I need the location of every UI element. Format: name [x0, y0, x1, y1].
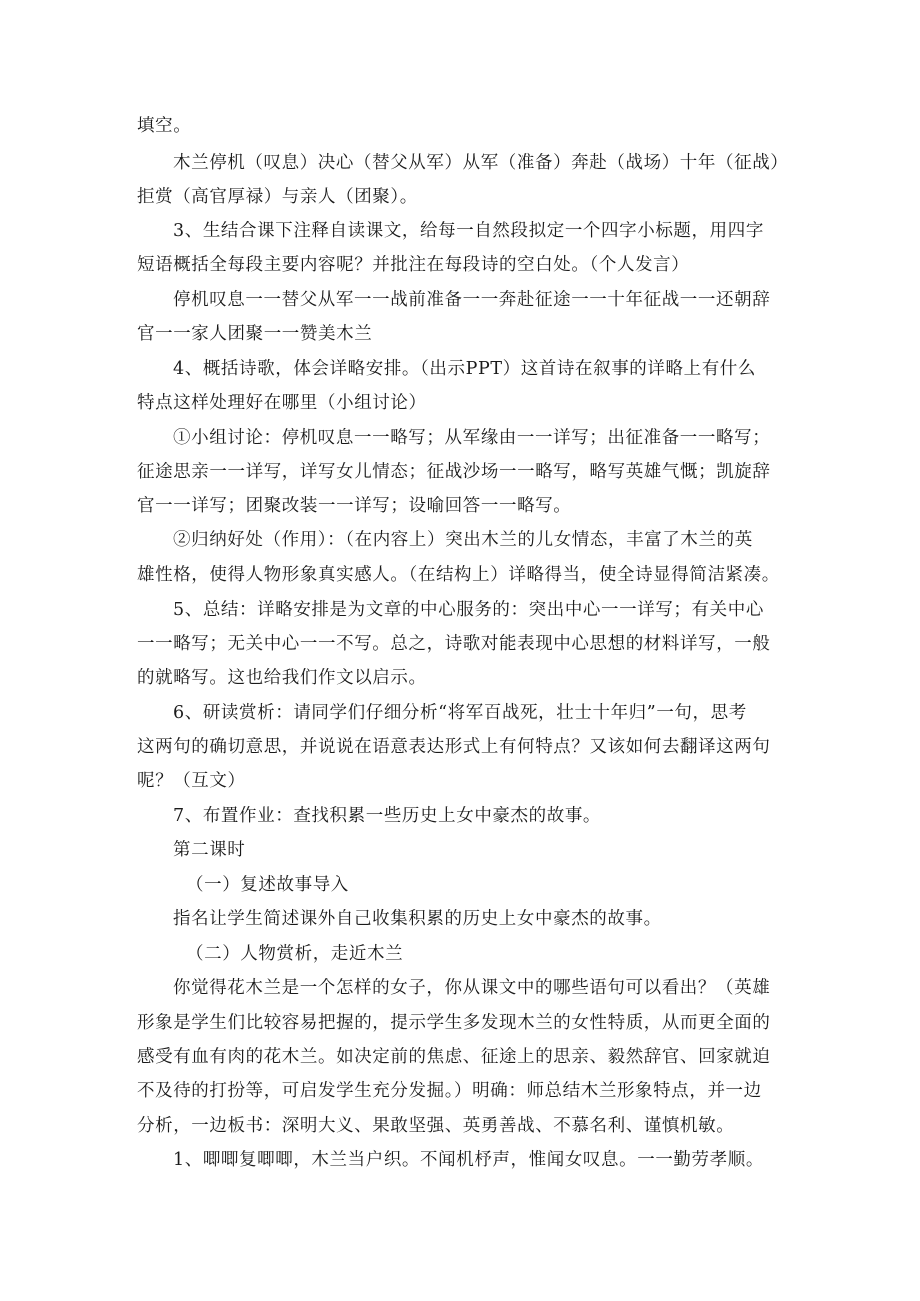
- text-line: 短语概括全每段主要内容呢？并批注在每段诗的空白处。（个人发言）: [137, 255, 690, 275]
- text-line: 不及待的打扮等，可启发学生充分发掘。）明确：师总结木兰形象特点，并一边: [137, 1081, 762, 1101]
- text-line: 形象是学生们比较容易把握的，提示学生多发现木兰的女性特质，从而更全面的: [137, 1013, 771, 1033]
- text-line: ①小组讨论：停机叹息一一略写；从军缘由一一详写；出征准备一一略写；: [173, 428, 771, 448]
- text-line: 雄性格，使得人物形象真实感人。（在结构上）详略得当，使全诗显得简洁紧凑。: [137, 565, 780, 585]
- sub-heading: （二）人物赏析，走近木兰: [186, 944, 404, 964]
- text-line: 1、唧唧复唧唧，木兰当户织。不闻机杼声，惟闻女叹息。一一勤劳孝顺。: [173, 1150, 764, 1170]
- text-line: ②归纳好处（作用）：（在内容上）突出木兰的儿女情态，丰富了木兰的英: [173, 530, 753, 550]
- text-line: 这两句的确切意思，并说说在语意表达形式上有何特点？又该如何去翻译这两句: [137, 737, 771, 757]
- text-line: 特点这样处理好在哪里（小组讨论）: [137, 393, 427, 413]
- text-line: 感受有血有肉的花木兰。如决定前的焦虑、征途上的思亲、毅然辞官、回家就迫: [137, 1047, 771, 1067]
- sub-heading: （一）复述故事导入: [186, 875, 349, 895]
- text-line: 填空。: [137, 116, 192, 136]
- text-line: 7、布置作业：查找积累一些历史上女中豪杰的故事。: [173, 806, 602, 826]
- text-line: 停机叹息一一替父从军一一战前准备一一奔赴征途一一十年征战一一还朝辞: [173, 290, 771, 310]
- text-line: 4、概括诗歌，体会详略安排。（出示PPT）这首诗在叙事的详略上有什么: [173, 359, 757, 379]
- text-line: 木兰停机（叹息）决心（替父从军）从军（准备）奔赴（战场）十年（征战）: [173, 153, 789, 173]
- text-line: 呢？（互文）: [137, 771, 246, 791]
- text-line: 指名让学生简述课外自己收集积累的历史上女中豪杰的故事。: [173, 909, 662, 929]
- text-line: 6、研读赏析：请同学们仔细分析“将军百战死，壮士十年归”一句，思考: [173, 703, 747, 723]
- section-heading: 第二课时: [173, 840, 246, 860]
- text-line: 你觉得花木兰是一个怎样的女子，你从课文中的哪些语句可以看出？（英雄: [173, 978, 771, 998]
- text-line: 官一一详写；团聚改装一一详写；设喻回答一一略写。: [137, 496, 572, 516]
- text-line: 官一一家人团聚一一赞美木兰: [137, 324, 373, 344]
- text-line: 分析，一边板书：深明大义、果敢坚强、英勇善战、不慕名利、谨慎机敏。: [137, 1116, 735, 1136]
- text-line: 拒赏（高官厚禄）与亲人（团聚）。: [137, 187, 418, 207]
- text-line: 5、总结：详略安排是为文章的中心服务的：突出中心一一详写；有关中心: [173, 600, 764, 620]
- text-line: 一一略写；无关中心一一不写。总之，诗歌对能表现中心思想的材料详写，一般: [137, 634, 771, 654]
- text-line: 征途思亲一一详写，详写女儿情态；征战沙场一一略写，略写英雄气慨；凯旋辞: [137, 462, 771, 482]
- text-line: 的就略写。这也给我们作文以启示。: [137, 668, 427, 688]
- text-line: 3、生结合课下注释自读课文，给每一自然段拟定一个四字小标题，用四字: [173, 221, 764, 241]
